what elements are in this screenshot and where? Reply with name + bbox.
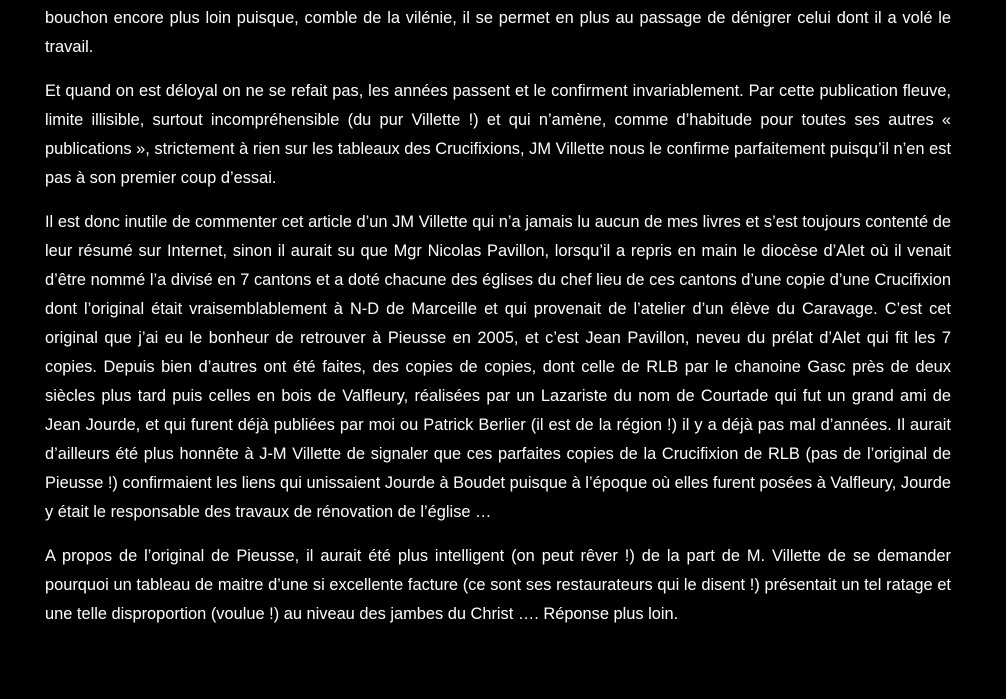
- paragraph-4: A propos de l’original de Pieusse, il aurait été plus intelligent (on peut rêver !) de la part de M. Villette de se demander pourquoi un tableau de maitre d’une si excellente facture (ce sont ses restaurateurs qui le disent !) présentait un tel ratage et une telle disproportion (voulue !) au niveau des jambes du Christ …. Réponse plus loin.: [45, 547, 951, 623]
- document-body: [45, 4, 951, 644]
- paragraph-2: Et quand on est déloyal on ne se refait pas, les années passent et le confirment invariablement. Par cette publication fleuve, limite illisible, surtout incompréhensible (du pur Villette !) et qui n’amène, comme d’habitude pour toutes ses autres « publications », strictement à rien sur les tableaux des Crucifixions, JM Villette nous le confirme parfaitement puisqu’il n’en est pas à son premier coup d’essai.: [45, 82, 951, 187]
- paragraph-1: bouchon encore plus loin puisque, comble de la vilénie, il se permet en plus au passage de dénigrer celui dont il a volé le travail.: [45, 9, 951, 56]
- paragraph-3: Il est donc inutile de commenter cet article d’un JM Villette qui n’a jamais lu aucun de mes livres et s’est toujours contenté de leur résumé sur Internet, sinon il aurait su que Mgr Nicolas Pavillon, lorsqu’il a repris en main le diocèse d’Alet où il venait d’être nommé l’a divisé en 7 cantons et a doté chacune des églises du chef lieu de ces cantons d’une copie d’une Crucifixion dont l’original était vraisemblablement à N-D de Marceille et qui provenait de l’atelier d’un élève du Caravage. C’est cet original que j’ai eu le bonheur de retrouver à Pieusse en 2005, et c’est Jean Pavillon, neveu du prélat d’Alet qui fit les 7 copies. Depuis bien d’autres ont été faites, des copies de copies, dont celle de RLB par le chanoine Gasc près de deux siècles plus tard puis celles en bois de Valfleury, réalisées par un Lazariste du nom de Courtade qui fut un grand ami de Jean Jourde, et qui furent déjà publiées par moi ou Patrick Berlier (il est de la région !) il y a déjà pas mal d’années. Il aurait d’ailleurs été plus honnête à J-M Villette de signaler que ces parfaites copies de la Crucifixion de RLB (pas de l’original de Pieusse !) confirmaient les liens qui unissaient Jourde à Boudet puisque à l’époque où elles furent posées à Valfleury, Jourde y était le responsable des travaux de rénovation de l’église …: [45, 213, 951, 521]
